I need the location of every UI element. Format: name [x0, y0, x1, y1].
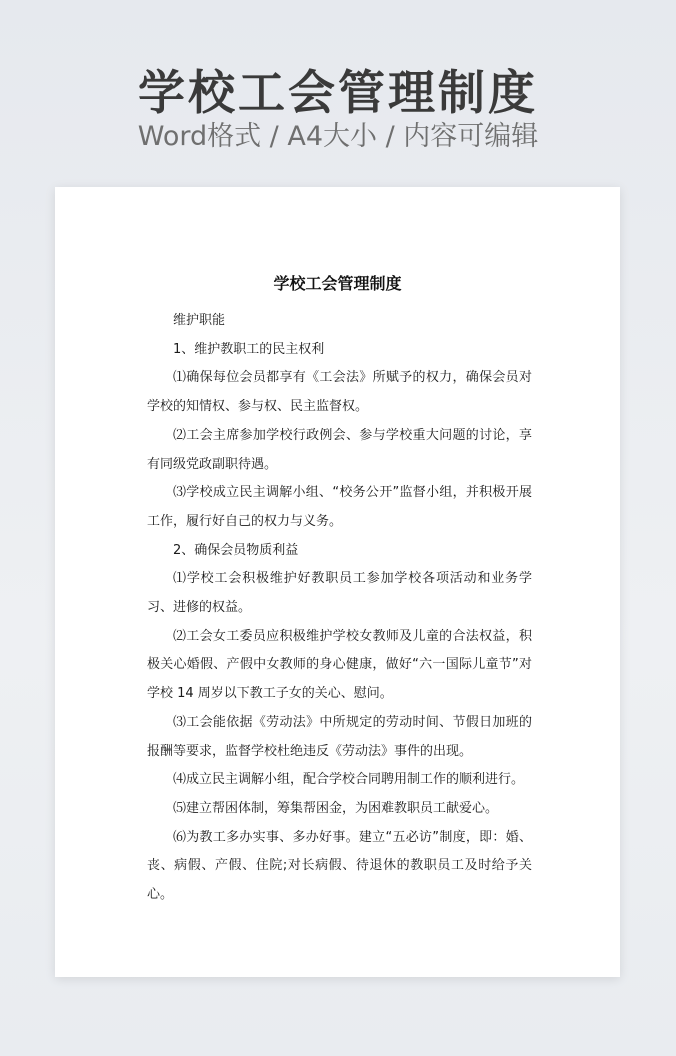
document-title: 学校工会管理制度: [273, 274, 402, 293]
section-heading-democratic-rights: 1、维护教职工的民主权利: [173, 341, 325, 357]
section-heading-material-interests: 2、确保会员物质利益: [173, 542, 299, 558]
banner-title: 学校工会管理制度: [138, 66, 538, 121]
banner-subtitle: Word格式 / A4大小 / 内容可编辑: [137, 121, 539, 152]
paragraph: ⑷成立民主调解小组，配合学校合同聘用制工作的顺利进行。: [173, 772, 525, 788]
paragraph: ⑵工会主席参加学校行政例会、参与学校重大问题的讨论，享有同级党政副职待遇。: [147, 427, 532, 472]
paragraph: ⑶工会能依据《劳动法》中所规定的劳动时间、节假日加班的报酬等要求，监督学校杜绝违反《劳动法》事件的出现。: [147, 714, 532, 759]
document-page: [55, 187, 620, 977]
paragraph: ⑴学校工会积极维护好教职员工参加学校各项活动和业务学习、进修的权益。: [147, 571, 532, 616]
banner: [0, 0, 676, 180]
paragraph: ⑶学校成立民主调解小组、“校务公开”监督小组，并积极开展工作，履行好自己的权力与义务。: [147, 485, 532, 529]
paragraph: ⑸建立帮困体制，筹集帮困金，为困难教职员工献爱心。: [173, 800, 499, 816]
document-body: [147, 307, 532, 910]
paragraph: ⑹为教工多办实事、多办好事。建立“五必访”制度，即：婚、丧、病假、产假、住院;对长病假、待退休的教职员工及时给予关心。: [147, 829, 532, 903]
paragraph: ⑴确保每位会员都享有《工会法》所赋予的权力，确保会员对学校的知情权、参与权、民主监督权。: [147, 370, 532, 415]
paragraph: ⑵工会女工委员应积极维护学校女教师及儿童的合法权益，积极关心婚假、产假中女教师的身心健康，做好“六一国际儿童节”对学校 14 周岁以下教工子女的关心、慰问。: [147, 628, 532, 702]
section-heading-maintain-function: 维护职能: [173, 313, 226, 328]
